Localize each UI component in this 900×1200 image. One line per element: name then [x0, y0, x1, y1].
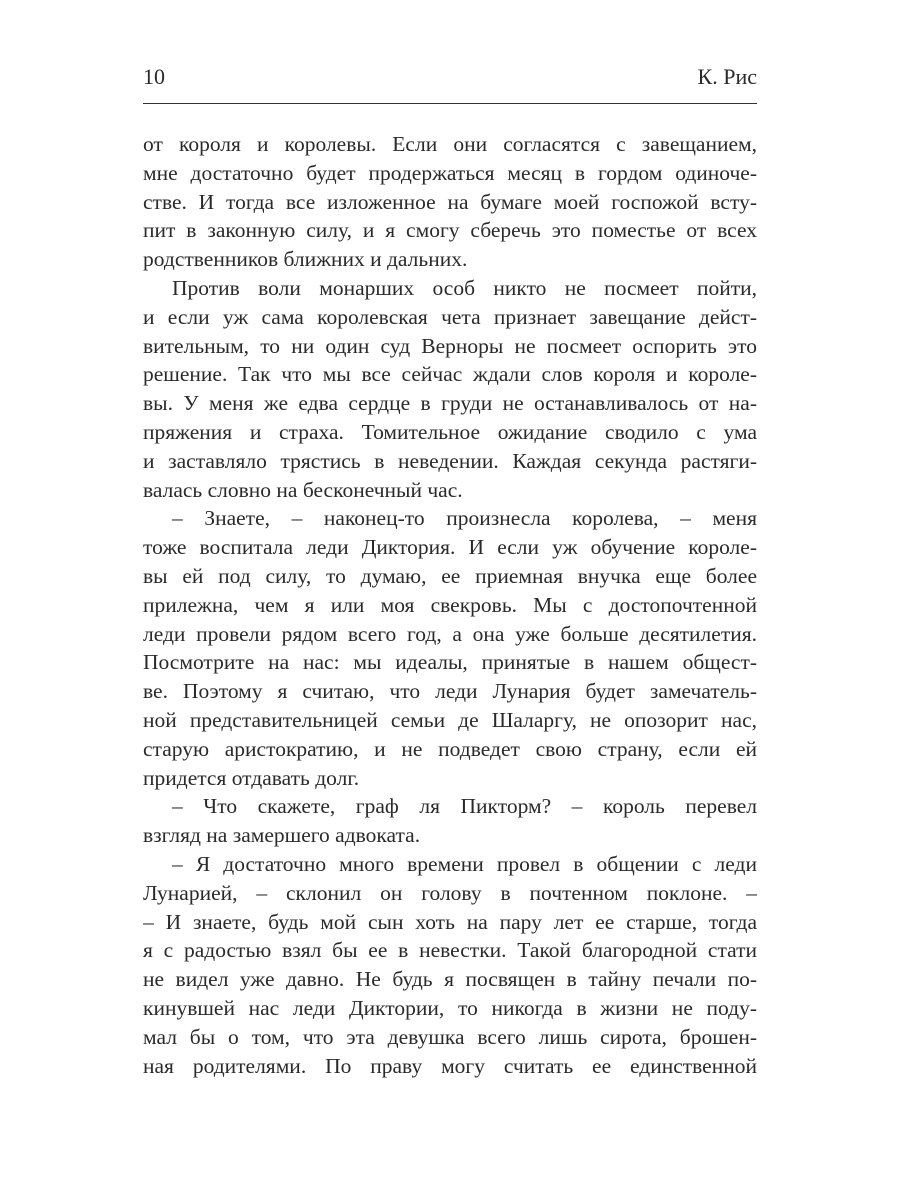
running-author: К. Рис — [697, 64, 757, 89]
text-line: – И знаете, будь мой сын хоть на пару лет ее старше, тогда — [143, 909, 757, 934]
text-line: взгляд на замершего адвоката. — [143, 823, 421, 848]
text-line: и заставляло трястись в неведении. Каждая секунда растяги- — [143, 448, 757, 473]
text-line: старую аристократию, и не подведет свою страну, если ей — [143, 736, 757, 761]
text-line: мне достаточно будет продержаться месяц в гордом одиноче- — [143, 160, 757, 185]
text-line: прилежна, чем я или моя свекровь. Мы с достопочтенной — [143, 592, 757, 617]
text-line: вы ей под силу, то думаю, ее приемная внучка еще более — [143, 563, 757, 588]
text-line: и если уж сама королевская чета признает завещание дейст- — [143, 304, 757, 329]
text-line: валась словно на бесконечный час. — [143, 477, 463, 502]
header-rule — [143, 103, 757, 104]
text-line: пит в законную силу, и я смогу сберечь это поместье от всех — [143, 218, 757, 243]
text-line: вительным, то ни один суд Верноры не посмеет оспорить это — [143, 333, 757, 358]
text-line: пряжения и страха. Томительное ожидание сводило с ума — [143, 419, 757, 444]
text-line: Посмотрите на нас: мы идеалы, принятые в нашем общест- — [143, 650, 757, 675]
text-line: родственников ближних и дальних. — [143, 247, 468, 272]
text-line: ной представительницей семьи де Шаларгу, не опозорит нас, — [143, 707, 757, 732]
text-line: – Знаете, – наконец-то произнесла королева, – меня — [172, 506, 757, 531]
text-line: решение. Так что мы все сейчас ждали слов короля и короле- — [143, 362, 757, 387]
text-line: придется отдавать долг. — [143, 765, 360, 790]
text-line: ная родителями. По праву могу считать ее единственной — [143, 1053, 757, 1078]
text-line: стве. И тогда все изложенное на бумаге моей госпожой всту- — [143, 189, 757, 214]
text-line: я с радостью взял бы ее в невестки. Такой благородной стати — [143, 938, 757, 963]
page-number: 10 — [143, 64, 165, 89]
text-line: – Я достаточно много времени провел в общении с леди — [172, 851, 757, 876]
text-line: тоже воспитала леди Диктория. И если уж обучение короле- — [143, 535, 757, 560]
text-line: – Что скажете, граф ля Пикторм? – король перевел — [172, 794, 757, 819]
page-body-text — [143, 130, 757, 1080]
text-line: ве. Поэтому я считаю, что леди Лунария будет замечатель- — [143, 679, 757, 704]
text-line: вы. У меня же едва сердце в груди не останавливалось от на- — [143, 391, 757, 416]
running-header — [143, 64, 757, 94]
text-line: Против воли монарших особ никто не посмеет пойти, — [172, 275, 757, 300]
text-line: кинувшей нас леди Диктории, то никогда в жизни не поду- — [143, 995, 757, 1020]
text-line: от короля и королевы. Если они согласятся с завещанием, — [143, 132, 757, 156]
text-line: мал бы о том, что эта девушка всего лишь сирота, брошен- — [143, 1024, 757, 1049]
text-line: не видел уже давно. Не будь я посвящен в тайну печали по- — [143, 967, 757, 992]
text-line: Лунарией, – склонил он голову в почтенном поклоне. – — [143, 880, 757, 905]
text-line: леди провели рядом всего год, а она уже больше десятилетия. — [143, 621, 757, 646]
